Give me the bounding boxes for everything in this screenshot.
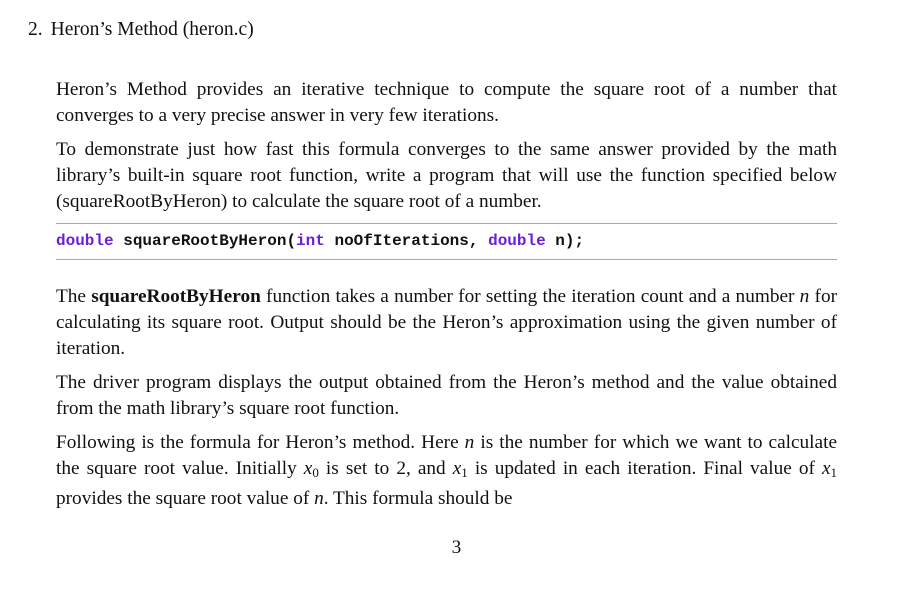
code-param2-type: double [488,232,546,250]
p5-text-a: Following is the formula for Heron’s method. Here [56,432,465,453]
math-x: x [303,458,313,479]
section-heading [28,17,254,43]
math-var-x1 [822,458,837,479]
math-var-n: n [464,432,475,453]
section-number: 2. [28,19,43,40]
p5-text-e: provides the square root value of [56,488,315,509]
code-function-name: squareRootByHeron( [113,232,297,250]
code-param1-name: noOfIterations, [324,232,489,250]
formula-paragraph [56,430,837,512]
math-var-n: n [314,488,324,509]
function-description-paragraph [56,284,837,362]
p5-text-c: is set to 2, and [318,458,453,479]
p5-text-d: is updated in each iteration. Final value of [467,458,822,479]
math-subscript: 0 [312,465,319,480]
p5-text-b: is the number for which we want to calculate the square root value. Initially [56,432,838,479]
function-name-bold: squareRootByHeron [91,286,261,307]
math-x: x [821,458,831,479]
p3-lead: The [56,286,92,307]
section-title: Heron’s Method (heron.c) [50,19,254,40]
math-subscript: 1 [461,465,468,480]
p3-text-a: function takes a number for setting the iteration count and a number [260,286,800,307]
math-var-n: n [799,286,810,307]
math-var-x0 [304,458,319,479]
function-signature-code-block [56,223,837,260]
code-return-type: double [56,232,114,250]
code-line [56,231,584,251]
task-paragraph: To demonstrate just how fast this formula converges to the same answer provided by the math library’s built-in square root function, write a program that will use the function specified below (squareRootByHeron) to calculate the square root of a number. [56,139,837,212]
math-var-x1 [453,458,468,479]
math-subscript: 1 [830,465,837,480]
driver-paragraph: The driver program displays the output obtained from the Heron’s method and the value obtained from the math library’s square root function. [56,372,837,419]
p3-text-b: for calculating its square root. Output should be the Heron’s approximation using the given number of iteration. [56,286,838,359]
code-param1-type: int [296,232,325,250]
p5-text-f: . This formula should be [323,488,513,509]
code-param2-name: n); [545,232,585,250]
page-number: 3 [451,537,462,558]
intro-paragraph: Heron’s Method provides an iterative technique to compute the square root of a number that converges to a very precise answer in very few iterations. [56,79,837,126]
math-x: x [452,458,462,479]
